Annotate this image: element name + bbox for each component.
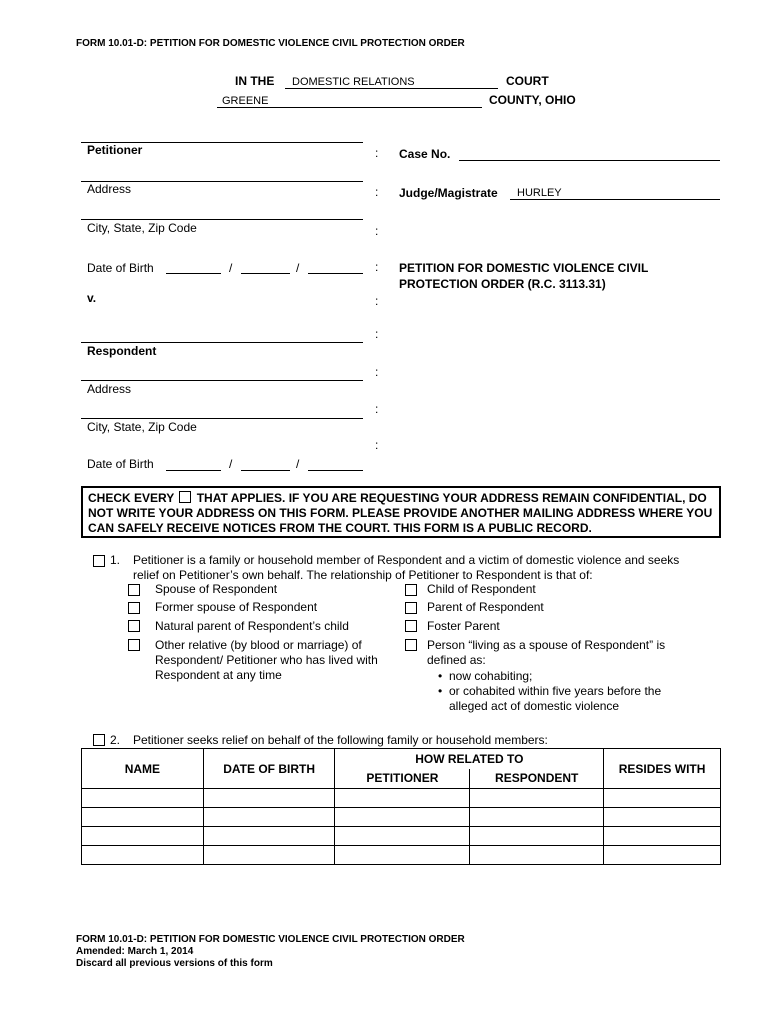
item1-text-line1: Petitioner is a family or household member of Respondent and a victim of domestic violence and seeks (133, 553, 680, 567)
table-cell[interactable] (335, 827, 470, 846)
judge-line (510, 199, 720, 200)
option-living-as-spouse-label: defined as: (427, 653, 486, 667)
item2-number: 2. (110, 733, 121, 747)
respondent-city-label: City, State, Zip Code (87, 420, 197, 434)
option-foster-parent-checkbox[interactable] (405, 620, 417, 632)
caption-colon: : (375, 365, 379, 379)
item2-checkbox[interactable] (93, 734, 105, 746)
option-parent-checkbox[interactable] (405, 602, 417, 614)
bullet-icon: • (438, 684, 443, 698)
table-cell[interactable] (335, 808, 470, 827)
table-cell[interactable] (82, 827, 204, 846)
bullet-text: alleged act of domestic violence (449, 699, 620, 713)
case-no-field[interactable] (459, 160, 720, 161)
option-former-spouse-label: Former spouse of Respondent (155, 600, 318, 614)
table-cell[interactable] (335, 846, 470, 865)
table-cell[interactable] (82, 789, 204, 808)
petitioner-dob-label: Date of Birth (87, 261, 154, 275)
table-cell[interactable] (470, 827, 604, 846)
respondent-heading: Respondent (87, 344, 157, 358)
county-label: COUNTY, OHIO (489, 93, 576, 107)
petitioner-city-label: City, State, Zip Code (87, 221, 197, 235)
option-spouse-label: Spouse of Respondent (155, 582, 278, 596)
public-record-notice (81, 486, 721, 538)
petitioner-address-label: Address (87, 182, 132, 196)
footer-discard: Discard all previous versions of this form (76, 958, 273, 969)
court-name-field[interactable]: DOMESTIC RELATIONS (292, 76, 415, 88)
option-former-spouse-checkbox[interactable] (128, 602, 140, 614)
option-parent-label: Parent of Respondent (427, 600, 544, 614)
table-cell[interactable] (203, 846, 335, 865)
caption-colon: : (375, 224, 379, 238)
respondent-dob-year[interactable] (308, 470, 363, 471)
option-other-relative-label: Respondent/ Petitioner who has lived with (155, 653, 378, 667)
table-cell[interactable] (604, 808, 721, 827)
petitioner-dob-day[interactable] (241, 273, 290, 274)
bullet-text: now cohabiting; (449, 669, 533, 683)
header-respondent: RESPONDENT (470, 769, 604, 789)
judge-field[interactable]: HURLEY (517, 187, 562, 199)
judge-label: Judge/Magistrate (399, 186, 498, 200)
option-foster-parent-label: Foster Parent (427, 619, 500, 633)
court-name-line (285, 88, 498, 89)
table-row (82, 789, 721, 808)
family-members-table (81, 748, 721, 865)
table-cell[interactable] (203, 808, 335, 827)
checkbox-icon (179, 491, 191, 503)
caption-colon: : (375, 146, 379, 160)
bullet-icon: • (438, 669, 443, 683)
table-cell[interactable] (470, 789, 604, 808)
item1-text-line2: relief on Petitioner’s own behalf. The relationship of Petitioner to Respondent is that of: (133, 568, 593, 582)
option-other-relative-checkbox[interactable] (128, 639, 140, 651)
petitioner-heading: Petitioner (87, 143, 143, 157)
respondent-city-line[interactable] (81, 418, 363, 419)
header-name: NAME (82, 749, 204, 789)
item1-number: 1. (110, 553, 121, 567)
respondent-dob-day[interactable] (241, 470, 290, 471)
respondent-dob-month[interactable] (166, 470, 221, 471)
table-cell[interactable] (82, 808, 204, 827)
option-other-relative-label: Other relative (by blood or marriage) of (155, 638, 362, 652)
notice-text-start: CHECK EVERY (88, 491, 175, 505)
notice-text-rest: THAT APPLIES. IF YOU ARE REQUESTING YOUR ADDRESS REMAIN CONFIDENTIAL, DO NOT WRITE YOUR ADDRESS ON THIS FORM. PLEASE PROVIDE ANOTHER MAILING ADDRESS WHERE YOU CAN SAFELY RECEIVE NOTICES FROM THE COURT. THIS FORM IS A PUBLIC RECORD. (88, 491, 713, 535)
petition-title-line2: PROTECTION ORDER (R.C. 3113.31) (399, 277, 606, 291)
county-field[interactable]: GREENE (222, 95, 269, 107)
slash: / (296, 261, 300, 275)
form-title: FORM 10.01-D: PETITION FOR DOMESTIC VIOLENCE CIVIL PROTECTION ORDER (76, 38, 465, 49)
option-living-as-spouse-label: Person “living as a spouse of Respondent” is (427, 638, 666, 652)
in-the-label: IN THE (235, 74, 275, 88)
table-row (82, 808, 721, 827)
header-petitioner: PETITIONER (335, 769, 470, 789)
table-cell[interactable] (470, 808, 604, 827)
footer-amended: Amended: March 1, 2014 (76, 946, 194, 957)
table-cell[interactable] (604, 827, 721, 846)
option-natural-parent-label: Natural parent of Respondent’s child (155, 619, 349, 633)
slash: / (229, 261, 233, 275)
slash: / (296, 457, 300, 471)
county-line (217, 107, 482, 108)
item1-checkbox[interactable] (93, 555, 105, 567)
caption-colon: : (375, 327, 379, 341)
petitioner-dob-month[interactable] (166, 273, 221, 274)
bullet-text: or cohabited within five years before the (449, 684, 662, 698)
caption-colon: : (375, 185, 379, 199)
option-natural-parent-checkbox[interactable] (128, 620, 140, 632)
petitioner-city-line[interactable] (81, 219, 363, 220)
respondent-address-label: Address (87, 382, 132, 396)
caption-colon: : (375, 294, 379, 308)
table-cell[interactable] (82, 846, 204, 865)
option-child-label: Child of Respondent (427, 582, 536, 596)
header-resides-with: RESIDES WITH (604, 749, 721, 789)
table-cell[interactable] (203, 827, 335, 846)
footer-form-title: FORM 10.01-D: PETITION FOR DOMESTIC VIOLENCE CIVIL PROTECTION ORDER (76, 934, 465, 945)
respondent-address-line[interactable] (81, 380, 363, 381)
header-how-related: HOW RELATED TO (335, 749, 604, 769)
table-cell[interactable] (203, 789, 335, 808)
item2-text: Petitioner seeks relief on behalf of the following family or household members: (133, 733, 548, 747)
option-child-checkbox[interactable] (405, 584, 417, 596)
table-cell[interactable] (335, 789, 470, 808)
case-no-label: Case No. (399, 147, 451, 161)
table-row (82, 846, 721, 865)
table-cell[interactable] (604, 846, 721, 865)
option-other-relative-label: Respondent at any time (155, 668, 282, 682)
caption-colon: : (375, 402, 379, 416)
petitioner-dob-year[interactable] (308, 273, 363, 274)
court-label: COURT (506, 74, 549, 88)
caption-colon: : (375, 260, 379, 274)
caption-colon: : (375, 438, 379, 452)
option-spouse-checkbox[interactable] (128, 584, 140, 596)
table-cell[interactable] (604, 789, 721, 808)
petition-title-line1: PETITION FOR DOMESTIC VIOLENCE CIVIL (399, 261, 649, 275)
versus-label: v. (87, 291, 97, 305)
respondent-name-line[interactable] (81, 342, 363, 343)
respondent-dob-label: Date of Birth (87, 457, 154, 471)
header-dob: DATE OF BIRTH (203, 749, 335, 789)
option-living-as-spouse-checkbox[interactable] (405, 639, 417, 651)
table-cell[interactable] (470, 846, 604, 865)
slash: / (229, 457, 233, 471)
table-row (82, 827, 721, 846)
